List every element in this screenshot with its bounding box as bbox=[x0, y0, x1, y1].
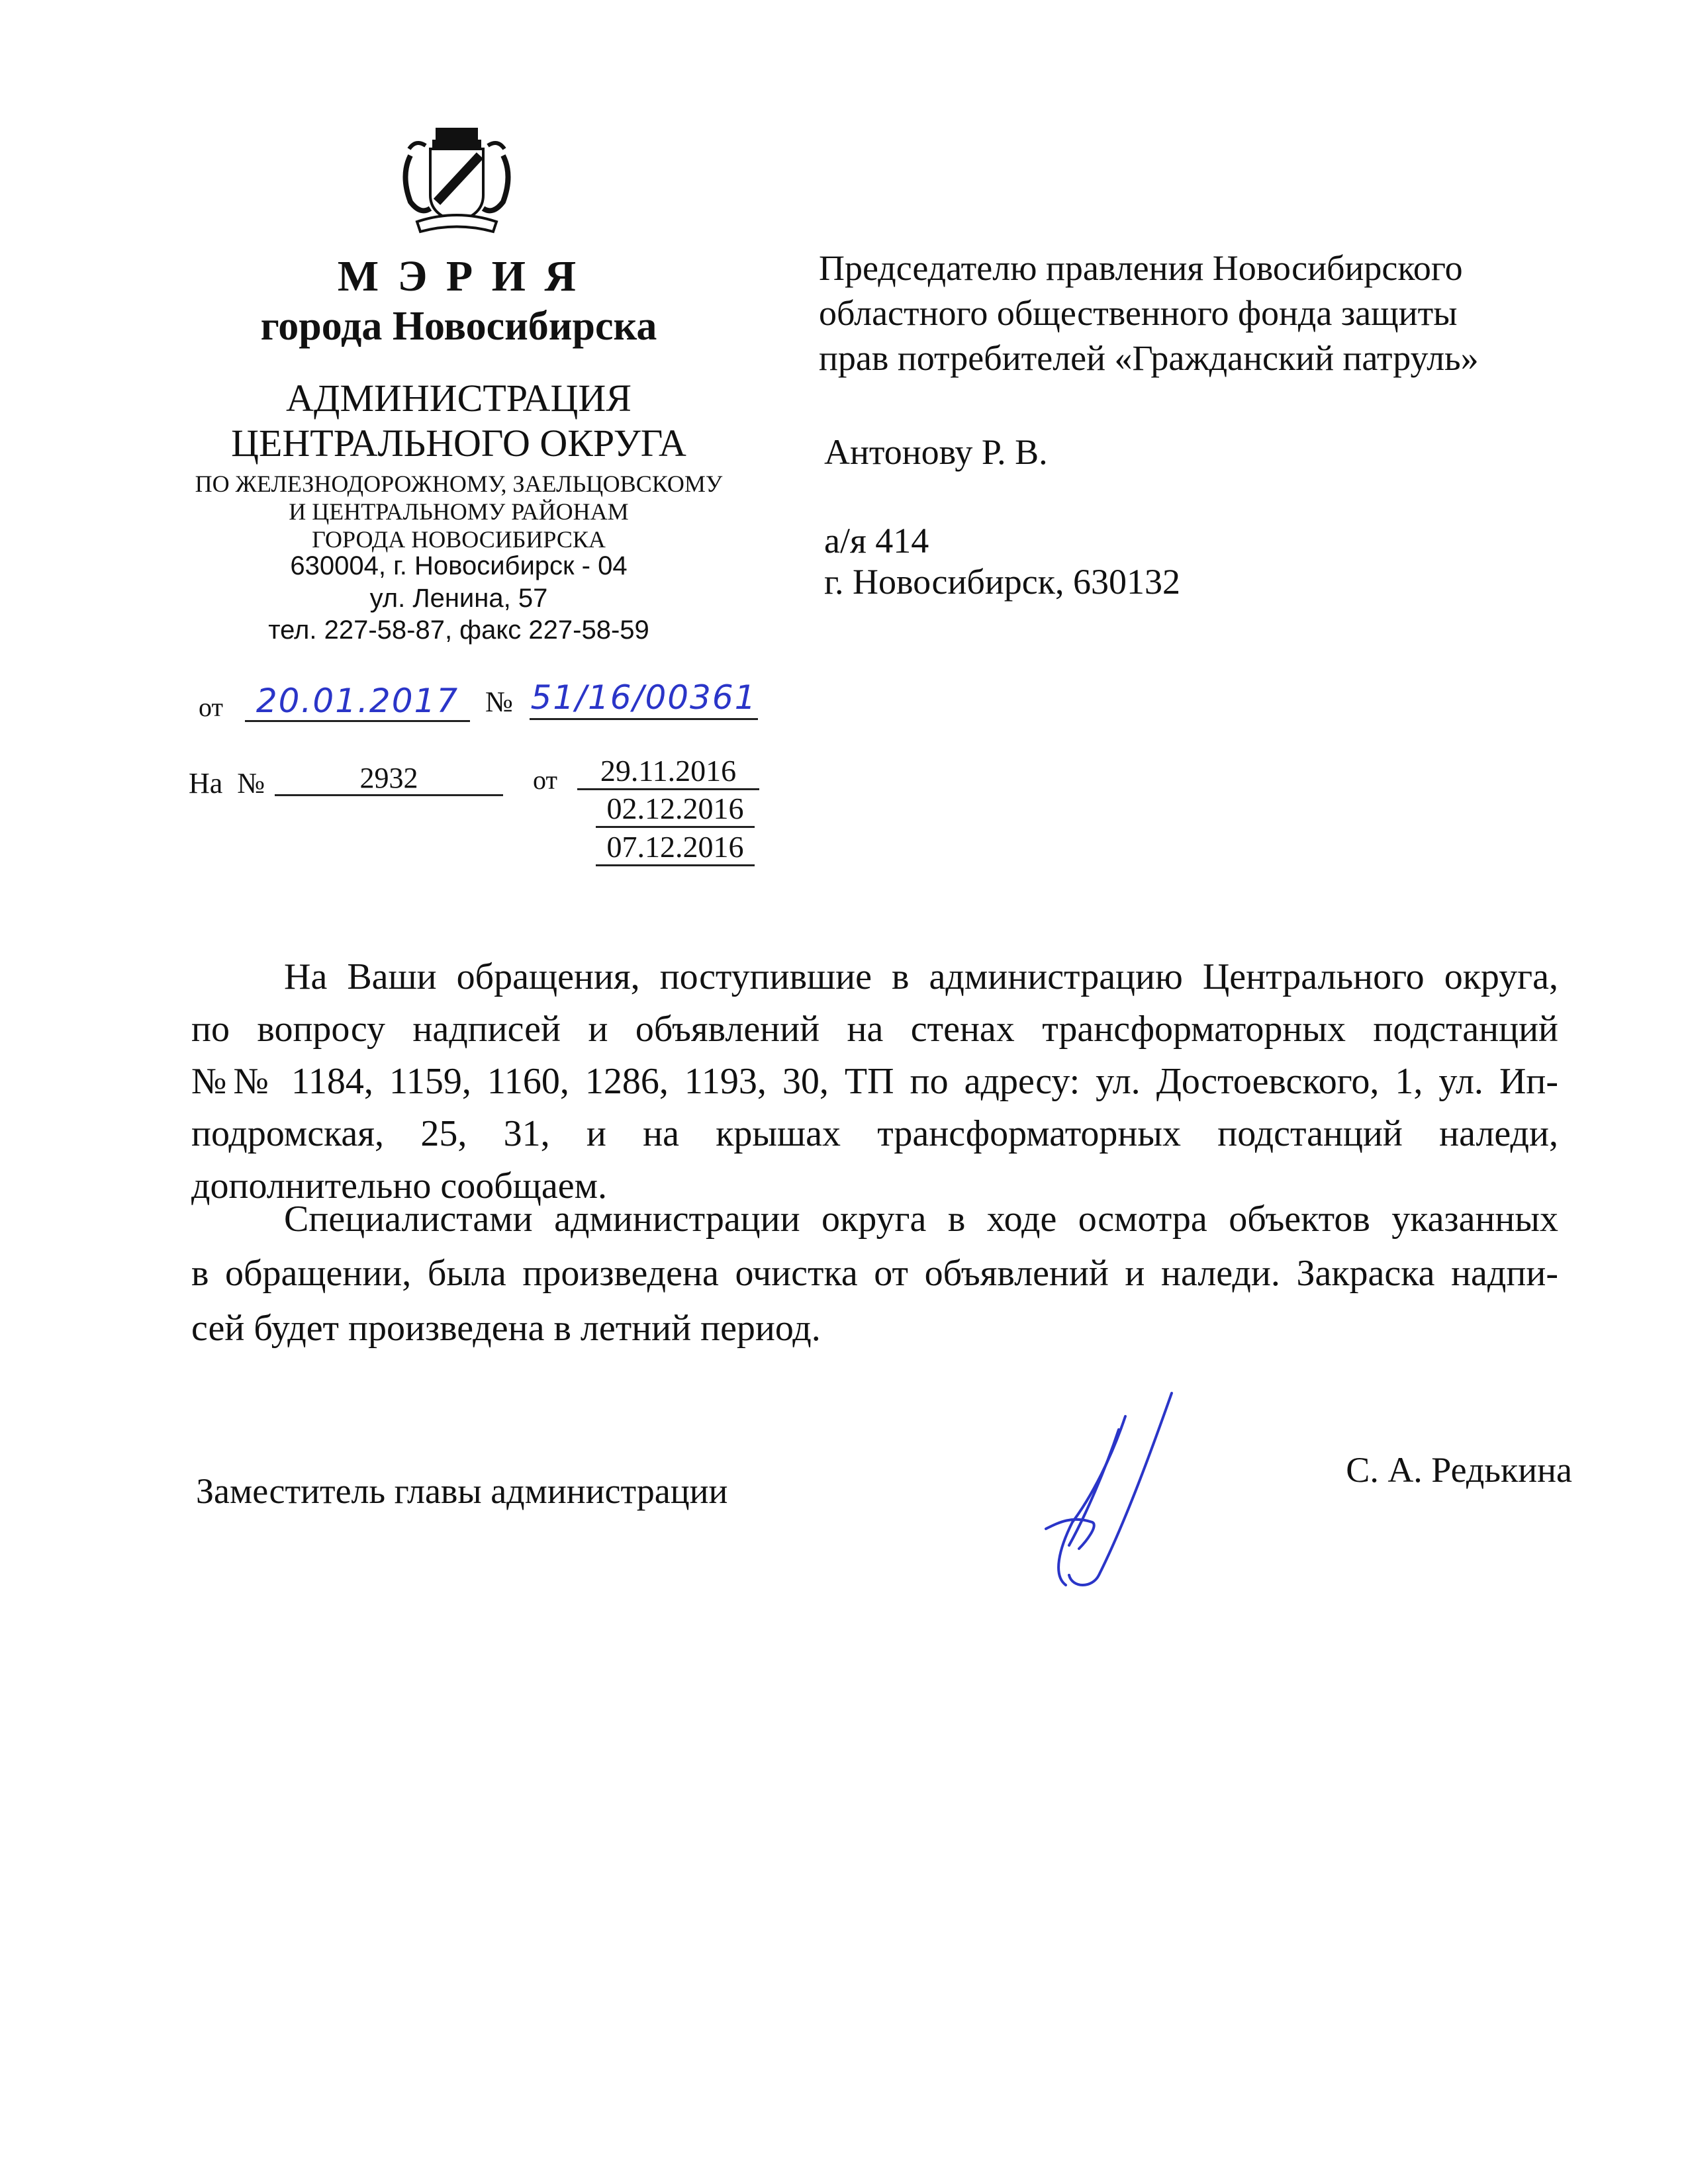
address-line1: 630004, г. Новосибирск - 04 bbox=[290, 551, 628, 580]
body-p1-line4: подромская, 25, 31, и на крышах трансформаторных подстанций наледи, bbox=[191, 1113, 1558, 1154]
body-p2-line3: сей будет произведена в летний период. bbox=[191, 1308, 821, 1349]
signatory-name: С. А. Редькина bbox=[1346, 1450, 1572, 1490]
coat-of-arms-emblem bbox=[397, 122, 516, 238]
body-p1-line5: дополнительно сообщаем. bbox=[191, 1165, 608, 1206]
signatory-position: Заместитель главы администрации bbox=[196, 1471, 728, 1511]
districts-line3: ГОРОДА НОВОСИБИРСКА bbox=[312, 526, 606, 553]
reference-date-2: 02.12.2016 bbox=[596, 792, 755, 828]
body-p1-line1: На Ваши обращения, поступившие в администрацию Центрального округа, bbox=[284, 956, 1558, 997]
reference-from-label: от bbox=[533, 765, 557, 795]
org-city: города Новосибирска bbox=[260, 304, 657, 349]
recipient-line3: прав потребителей «Гражданский патруль» bbox=[819, 338, 1479, 378]
recipient-city: г. Новосибирск, 630132 bbox=[824, 562, 1180, 602]
districts-line1: ПО ЖЕЛЕЗНОДОРОЖНОМУ, ЗАЕЛЬЦОВСКОМУ bbox=[195, 471, 723, 497]
districts-line2: И ЦЕНТРАЛЬНОМУ РАЙОНАМ bbox=[289, 498, 629, 525]
address-line2: ул. Ленина, 57 bbox=[369, 584, 548, 613]
reference-label: На № bbox=[189, 767, 265, 799]
recipient-line1: Председателю правления Новосибирского bbox=[819, 248, 1463, 288]
outgoing-number-label: № bbox=[485, 686, 513, 718]
reference-number-field bbox=[275, 761, 503, 796]
phone-line: тел. 227-58-87, факс 227-58-59 bbox=[268, 615, 649, 645]
outgoing-from-label: от bbox=[199, 692, 223, 722]
recipient-po-box: а/я 414 bbox=[824, 521, 929, 561]
handwritten-signature bbox=[1033, 1390, 1192, 1588]
reference-date-3: 07.12.2016 bbox=[596, 831, 755, 866]
dept-line1: АДМИНИСТРАЦИЯ bbox=[286, 377, 632, 420]
reference-number: 2932 bbox=[359, 762, 418, 794]
outgoing-number-field bbox=[530, 678, 758, 720]
recipient-name: Антонову Р. В. bbox=[824, 432, 1048, 472]
outgoing-number: 51/16/00361 bbox=[530, 678, 757, 717]
outgoing-date: 20.01.2017 bbox=[256, 682, 459, 720]
org-title: М Э Р И Я bbox=[337, 252, 581, 300]
dept-line2: ЦЕНТРАЛЬНОГО ОКРУГА bbox=[231, 422, 686, 465]
body-p2-line1: Специалистами администрации округа в ходе осмотра объектов указанных bbox=[284, 1199, 1558, 1240]
body-p1-line3: №№ 1184, 1159, 1160, 1286, 1193, 30, ТП по адресу: ул. Достоевского, 1, ул. Ип- bbox=[191, 1061, 1558, 1102]
body-p2-line2: в обращении, была произведена очистка от объявлений и наледи. Закраска надпи- bbox=[191, 1253, 1558, 1294]
body-p1-line2: по вопросу надписей и объявлений на стенах трансформаторных подстанций bbox=[191, 1009, 1558, 1050]
outgoing-date-field bbox=[245, 682, 470, 722]
reference-date-1: 29.11.2016 bbox=[577, 754, 759, 790]
recipient-line2: областного общественного фонда защиты bbox=[819, 293, 1458, 333]
